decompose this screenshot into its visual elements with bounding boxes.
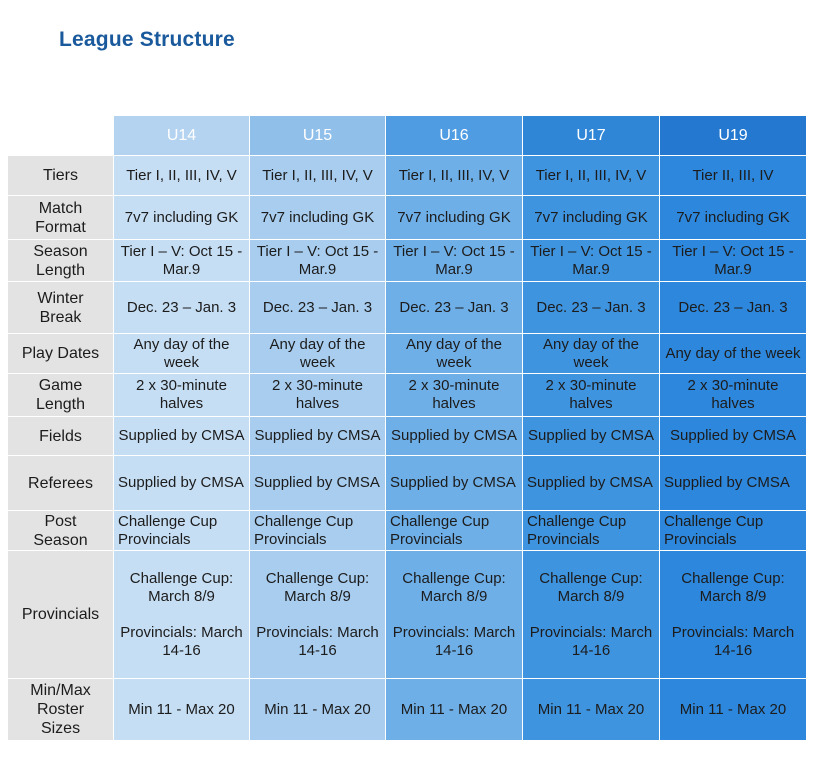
cell-paragraph: Provincials: March 14-16 [529,623,653,659]
row-label-line: Fields [39,427,82,445]
cell-tiers-u16: Tier I, II, III, IV, V [386,156,523,196]
cell-winter-break-u19: Dec. 23 – Jan. 3 [660,282,807,334]
cell-roster-sizes-u19: Min 11 - Max 20 [660,679,807,741]
cell-match-format-u15: 7v7 including GK [250,196,386,240]
row-game-length [8,374,807,417]
page-title: League Structure [59,28,235,51]
cell-roster-sizes-u15: Min 11 - Max 20 [250,679,386,741]
row-provincials [8,551,807,679]
cell-fields-u14: Supplied by CMSA [114,417,250,456]
row-label-line: Winter [37,289,84,307]
row-referees [8,456,807,511]
row-label-line: Length [36,261,85,279]
column-header-u19: U19 [660,116,807,156]
row-play-dates [8,334,807,374]
cell-season-length-u19: Tier I – V: Oct 15 - Mar.9 [660,240,807,282]
cell-referees-u19: Supplied by CMSA [660,456,807,511]
cell-play-dates-u19: Any day of the week [660,334,807,374]
row-label-tiers [8,156,114,196]
cell-season-length-u17: Tier I – V: Oct 15 - Mar.9 [523,240,660,282]
row-label-line: Play Dates [21,345,100,362]
cell-provincials-u15 [250,551,386,679]
cell-fields-u16: Supplied by CMSA [386,417,523,456]
cell-referees-u16: Supplied by CMSA [386,456,523,511]
cell-match-format-u17: 7v7 including GK [523,196,660,240]
row-post-season [8,511,807,551]
league-structure-table [7,115,807,741]
cell-roster-sizes-u17: Min 11 - Max 20 [523,679,660,741]
column-header-u14: U14 [114,116,250,156]
column-header-u17: U17 [523,116,660,156]
row-label-post-season [8,511,114,551]
cell-play-dates-u17: Any day of the week [523,334,660,374]
cell-season-length-u15: Tier I – V: Oct 15 - Mar.9 [250,240,386,282]
cell-fields-u19: Supplied by CMSA [660,417,807,456]
column-header-u15: U15 [250,116,386,156]
row-tiers [8,156,807,196]
cell-post-season-u14: Challenge Cup Provincials [114,511,250,551]
cell-game-length-u17: 2 x 30-minute halves [523,374,660,417]
header-row [8,116,807,156]
row-season-length [8,240,807,282]
cell-paragraph: Challenge Cup: March 8/9 [265,569,370,605]
row-label-line: Sizes [40,720,81,737]
cell-paragraph: Challenge Cup: March 8/9 [681,569,785,605]
row-label-line: Referees [28,474,93,492]
cell-provincials-u16 [386,551,523,679]
cell-paragraph: Provincials: March 14-16 [120,623,243,659]
row-fields [8,417,807,456]
cell-paragraph: Provincials: March 14-16 [671,623,795,659]
cell-paragraph: Provincials: March 14-16 [392,623,516,659]
row-label-play-dates [8,334,114,374]
cell-fields-u15: Supplied by CMSA [250,417,386,456]
cell-match-format-u14: 7v7 including GK [114,196,250,240]
row-label-line: Length [36,396,85,413]
cell-game-length-u15: 2 x 30-minute halves [250,374,386,417]
row-label-fields [8,417,114,456]
cell-winter-break-u17: Dec. 23 – Jan. 3 [523,282,660,334]
row-label-line: Post [44,512,77,530]
corner-cell [8,116,114,156]
row-label-line: Tiers [43,167,78,184]
row-label-line: Min/Max [30,682,91,699]
row-label-line: Format [35,218,86,236]
row-label-referees [8,456,114,511]
row-label-line: Roster [36,701,85,718]
cell-tiers-u19: Tier II, III, IV [660,156,807,196]
cell-referees-u15: Supplied by CMSA [250,456,386,511]
cell-tiers-u17: Tier I, II, III, IV, V [523,156,660,196]
row-roster-sizes [8,679,807,741]
row-label-line: Season [33,531,88,549]
cell-paragraph: Challenge Cup: March 8/9 [402,569,506,605]
cell-game-length-u14: 2 x 30-minute halves [114,374,250,417]
row-label-line: Game [38,377,83,394]
cell-provincials-u17 [523,551,660,679]
cell-tiers-u14: Tier I, II, III, IV, V [114,156,250,196]
row-label-winter-break [8,282,114,334]
cell-paragraph: Challenge Cup: March 8/9 [129,569,234,605]
cell-referees-u17: Supplied by CMSA [523,456,660,511]
cell-post-season-u16: Challenge Cup Provincials [386,511,523,551]
row-label-line: Break [39,308,82,326]
cell-post-season-u17: Challenge Cup Provincials [523,511,660,551]
cell-fields-u17: Supplied by CMSA [523,417,660,456]
cell-play-dates-u16: Any day of the week [386,334,523,374]
cell-match-format-u19: 7v7 including GK [660,196,807,240]
cell-paragraph: Provincials: March 14-16 [256,623,379,659]
cell-game-length-u19: 2 x 30-minute halves [660,374,807,417]
row-label-provincials [8,551,114,679]
cell-season-length-u14: Tier I – V: Oct 15 - Mar.9 [114,240,250,282]
cell-season-length-u16: Tier I – V: Oct 15 - Mar.9 [386,240,523,282]
cell-play-dates-u14: Any day of the week [114,334,250,374]
cell-winter-break-u16: Dec. 23 – Jan. 3 [386,282,523,334]
cell-referees-u14: Supplied by CMSA [114,456,250,511]
cell-provincials-u14 [114,551,250,679]
cell-provincials-u19 [660,551,807,679]
cell-play-dates-u15: Any day of the week [250,334,386,374]
column-header-u16: U16 [386,116,523,156]
row-match-format [8,196,807,240]
cell-post-season-u19: Challenge Cup Provincials [660,511,807,551]
row-label-season-length [8,240,114,282]
row-label-line: Season [33,242,88,260]
cell-match-format-u16: 7v7 including GK [386,196,523,240]
cell-tiers-u15: Tier I, II, III, IV, V [250,156,386,196]
row-label-game-length [8,374,114,417]
row-label-roster-sizes [8,679,114,741]
cell-roster-sizes-u14: Min 11 - Max 20 [114,679,250,741]
cell-game-length-u16: 2 x 30-minute halves [386,374,523,417]
row-label-line: Match [38,199,83,217]
cell-paragraph: Challenge Cup: March 8/9 [539,569,643,605]
row-label-match-format [8,196,114,240]
cell-post-season-u15: Challenge Cup Provincials [250,511,386,551]
row-label-line: Provincials [21,606,100,623]
cell-roster-sizes-u16: Min 11 - Max 20 [386,679,523,741]
cell-winter-break-u15: Dec. 23 – Jan. 3 [250,282,386,334]
cell-winter-break-u14: Dec. 23 – Jan. 3 [114,282,250,334]
row-winter-break [8,282,807,334]
